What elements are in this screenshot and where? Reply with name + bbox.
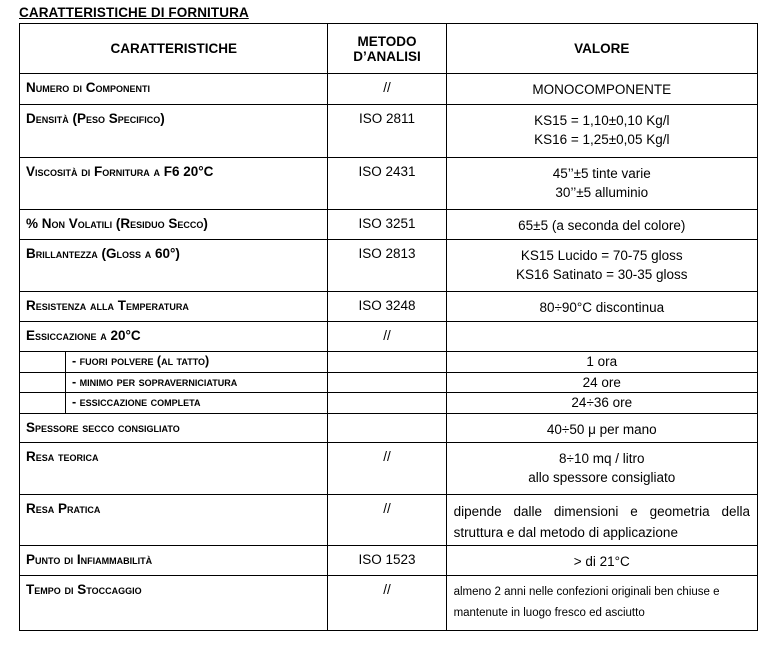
value-line: KS15 = 1,10±0,10 Kg/l (534, 113, 670, 128)
value-line: 45’’±5 tinte varie (552, 166, 651, 181)
value-line: KS16 = 1,25±0,05 Kg/l (534, 132, 670, 147)
row-value (446, 352, 757, 373)
row-label: Viscosità di Fornitura a F6 20°C (20, 158, 328, 210)
row-label: Resa Pratica (20, 495, 328, 546)
row-value (446, 240, 757, 292)
row-method: // (328, 322, 446, 352)
row-label: Spessore secco consigliato (20, 414, 328, 443)
table-row (20, 292, 758, 322)
value-line: 24÷36 ore (571, 395, 633, 410)
row-method: ISO 3251 (328, 210, 446, 240)
value-line: 80÷90°C discontinua (539, 300, 665, 315)
table-row (20, 414, 758, 443)
row-value (446, 210, 757, 240)
table-row (20, 352, 758, 373)
sub-label: - minimo per sopraverniciatura (72, 375, 238, 389)
value-line: KS16 Satinato = 30-35 gloss (516, 267, 688, 282)
value-line: 30’’±5 alluminio (555, 185, 649, 200)
table-row (20, 322, 758, 352)
row-label: Essiccazione a 20°C (20, 322, 328, 352)
table-row (20, 74, 758, 105)
row-label: Numero di Componenti (20, 74, 328, 105)
row-method: ISO 2813 (328, 240, 446, 292)
value-line: 24 ore (582, 375, 621, 390)
table-row (20, 373, 758, 393)
value-line: 65±5 (a seconda del colore) (518, 218, 686, 233)
row-label: Tempo di Stoccaggio (20, 576, 328, 631)
row-value (446, 443, 757, 495)
row-value (446, 322, 757, 352)
sub-label: - fuori polvere (al tatto) (72, 354, 210, 368)
sub-label: - essiccazione completa (72, 395, 201, 409)
table-row (20, 240, 758, 292)
section-title: CARATTERISTICHE DI FORNITURA (19, 5, 249, 20)
row-value: dipende dalle dimensioni e geometria della struttura e dal metodo di applicazione (446, 495, 757, 546)
row-method: ISO 3248 (328, 292, 446, 322)
row-method: ISO 1523 (328, 546, 446, 576)
row-label: Resistenza alla Temperatura (20, 292, 328, 322)
row-method: // (328, 443, 446, 495)
row-method: // (328, 74, 446, 105)
row-label: Densità (Peso Specifico) (20, 105, 328, 158)
row-label: Brillantezza (Gloss a 60°) (20, 240, 328, 292)
table-row (20, 546, 758, 576)
header-characteristics: CARATTERISTICHE (20, 24, 328, 74)
value-line: allo spessore consigliato (528, 470, 676, 485)
value-line: > di 21°C (573, 554, 630, 569)
row-method: // (328, 576, 446, 631)
value-line: 40÷50 μ per mano (546, 422, 657, 437)
row-method: ISO 2431 (328, 158, 446, 210)
row-method (328, 393, 446, 414)
value-line: 1 ora (586, 354, 618, 369)
row-label: % Non Volatili (Residuo Secco) (20, 210, 328, 240)
value-line: MONOCOMPONENTE (532, 82, 672, 97)
row-method: // (328, 495, 446, 546)
table-row (20, 443, 758, 495)
row-label: Punto di Infiammabilità (20, 546, 328, 576)
row-value (446, 393, 757, 414)
row-label (20, 393, 328, 414)
value-line: 8÷10 mq / litro (559, 451, 645, 466)
row-label: Resa teorica (20, 443, 328, 495)
table-row (20, 495, 758, 546)
row-method (328, 373, 446, 393)
header-row (20, 24, 758, 74)
header-method-line2: D’ANALISI (353, 48, 421, 64)
header-method-line1: METODO (357, 33, 417, 49)
table-row (20, 105, 758, 158)
row-method (328, 352, 446, 373)
header-method (328, 24, 446, 74)
header-value: VALORE (446, 24, 757, 74)
row-method: ISO 2811 (328, 105, 446, 158)
row-value (446, 105, 757, 158)
row-value (446, 74, 757, 105)
row-label (20, 373, 328, 393)
row-value (446, 292, 757, 322)
row-value (446, 414, 757, 443)
row-value: almeno 2 anni nelle confezioni originali ben chiuse e mantenute in luogo fresco ed asciutto (446, 576, 757, 631)
table-row (20, 158, 758, 210)
row-value (446, 546, 757, 576)
table-row (20, 576, 758, 631)
table-row (20, 210, 758, 240)
row-method (328, 414, 446, 443)
row-value (446, 158, 757, 210)
row-value (446, 373, 757, 393)
value-line: KS15 Lucido = 70-75 gloss (520, 248, 683, 263)
table-row (20, 393, 758, 414)
properties-table (19, 23, 758, 631)
row-label (20, 352, 328, 373)
